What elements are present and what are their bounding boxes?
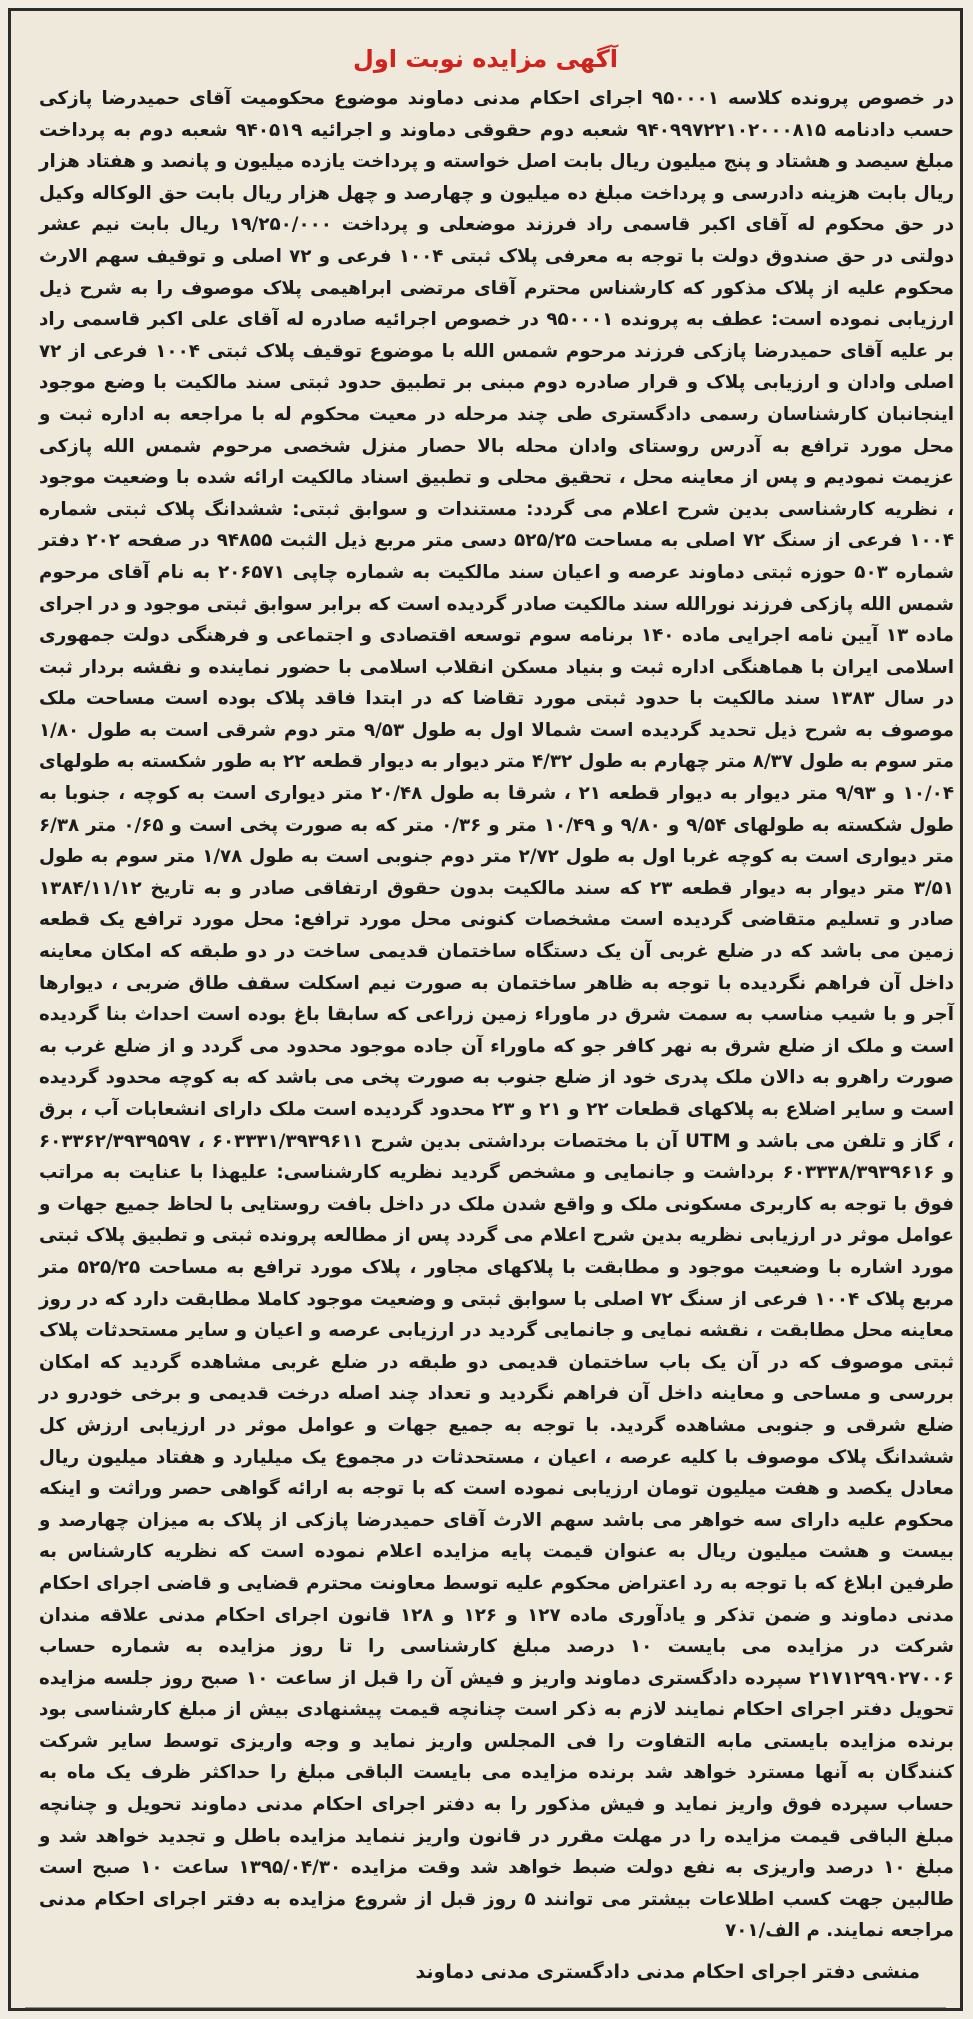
notice-frame xyxy=(8,8,963,2011)
notice-signature: منشی دفتر اجرای احکام مدنی دادگستری مدنی دماوند xyxy=(415,1961,920,1983)
notice-body: در خصوص پرونده کلاسه ۹۵۰۰۰۱ اجرای احکام مدنی دماوند موضوع محکومیت آقای حمیدرضا پازکی حسب دادنامه ۹۴۰۹۹۷۲۲۱۰۲۰۰۰۸۱۵ شعبه دوم حقوقی دماوند و اجرائیه ۹۴۰۵۱۹ شعبه دوم به پرداخت مبلغ سیصد و هشتاد و پنج میلیون ریال بابت اصل خواسته و پرداخت یازده میلیون و پانصد و هفتاد هزار ریال بابت هزینه دادرسی و پرداخت مبلغ ده میلیون و چهارصد و چهل هزار ریال بابت حق الوکاله وکیل در حق محکوم له آقای اکبر قاسمی راد فرزند موضعلی و پرداخت ۱۹/۲۵۰/۰۰۰ ریال بابت نیم عشر دولتی در حق صندوق دولت با توجه به معرفی پلاک ثبتی ۱۰۰۴ فرعی و ۷۲ اصلی و توقیف سهم الارث محکوم علیه از پلاک مذکور که کارشناس محترم آقای مرتضی ابراهیمی پلاک موصوف را به شرح ذیل ارزیابی نموده است: عطف به پرونده ۹۵۰۰۰۱ در خصوص اجرائیه صادره له آقای علی اکبر قاسمی راد بر علیه آقای حمیدرضا پازکی فرزند مرحوم شمس الله با موضوع توقیف پلاک ثبتی ۱۰۰۴ فرعی از ۷۲ اصلی وادان و ارزیابی پلاک و قرار صادره دوم مبنی بر تطبیق حدود ثبتی سند مالکیت با وضع موجود اینجانبان کارشناسان رسمی دادگستری طی چند مرحله در معیت محکوم له با مراجعه به اداره ثبت و محل مورد ترافع به آدرس روستای وادان محله بالا حصار منزل شخصی مرحوم شمس الله پازکی عزیمت نمودیم و پس از معاینه محل ، تحقیق محلی و تطبیق اسناد مالکیت ارائه شده با وضعیت موجود ، نظریه کارشناسی بدین شرح اعلام می گردد: مستندات و سوابق ثبتی: ششدانگ پلاک ثبتی شماره ۱۰۰۴ فرعی از سنگ ۷۲ اصلی به مساحت ۵۲۵/۲۵ دسی متر مربع ذیل الثبت ۹۴۸۵۵ در صفحه ۲۰۲ دفتر شماره ۵۰۳ حوزه ثبتی دماوند عرصه و اعیان سند مالکیت به شماره چاپی ۲۰۶۵۷۱ به نام آقای مرحوم شمس الله پازکی فرزند نورالله سند مالکیت صادر گردیده است که برابر سوابق ثبتی موجود و در اجرای ماده ۱۳ آیین نامه اجرایی ماده ۱۴۰ برنامه سوم توسعه اقتصادی و اجتماعی و فرهنگی دولت جمهوری اسلامی ایران با هماهنگی اداره ثبت و بنیاد مسکن انقلاب اسلامی با حضور نماینده و نقشه بردار ثبت در سال ۱۳۸۳ سند مالکیت با حدود ثبتی مورد تقاضا که در ابتدا فاقد پلاک بوده است مساحت ملک موصوف به شرح ذیل تحدید گردیده است شمالا اول به طول ۹/۵۳ متر دوم شرقی است به طول ۱/۸۰ متر سوم به طول ۸/۳۷ متر چهارم به طول ۴/۳۲ متر دیوار به دیوار قطعه ۲۲ به طور شکسته به طولهای ۱۰/۰۴ و ۹/۹۳ متر دیوار به دیوار قطعه ۲۱ ، شرقا به طول ۲۰/۴۸ متر دیواری است به کوچه ، جنوبا به طول شکسته به طولهای ۹/۵۴ و ۹/۸۰ و ۱۰/۴۹ متر و ۰/۳۶ متر که به صورت پخی است و ۰/۶۵ متر ۶/۳۸ متر دیواری است به کوچه غربا اول به طول ۲/۷۲ متر دوم جنوبی است به طول ۱/۷۸ متر سوم به طول ۳/۵۱ متر دیوار به دیوار قطعه ۲۳ که سند مالکیت بدون حقوق ارتفاقی صادر و به تاریخ ۱۳۸۴/۱۱/۱۲ صادر و تسلیم متقاضی گردیده است مشخصات کنونی محل مورد ترافع: محل مورد ترافع یک قطعه زمین می باشد که در ضلع غربی آن یک دستگاه ساختمان قدیمی ساخت در دو طبقه که امکان معاینه داخل آن فراهم نگردیده با توجه به ظاهر ساختمان به صورت نیم اسکلت سقف طاق ضربی ، دیوارها آجر و با شیب مناسب به سمت شرق در ماوراء زمین زراعی که سابقا باغ بوده است احداث بنا گردیده است و ملک از ضلع شرق به نهر کافر جو که ماوراء آن جاده موجود محدود می گردد و از ضلع غرب به صورت راهرو به دالان ملک پدری خود از ضلع جنوب به صورت پخی می باشد که به کوچه محدود گردیده است و سایر اضلاع به پلاکهای قطعات ۲۲ و ۲۱ و ۲۳ محدود گردیده است ملک دارای انشعابات آب ، برق ، گاز و تلفن می باشد و UTM آن با مختصات برداشتی بدین شرح ۶۰۳۳۳۱/۳۹۳۹۶۱۱ ، ۶۰۳۳۶۲/۳۹۳۹۵۹۷ و ۶۰۳۳۳۸/۳۹۳۹۶۱۶ برداشت و جانمایی و مشخص گردید نظریه کارشناسی: علیهذا با عنایت به مراتب فوق با توجه به کاربری مسکونی ملک و واقع شدن ملک در داخل بافت روستایی با لحاظ جمیع جهات و عوامل موثر در ارزیابی نظریه بدین شرح اعلام می گردد پس از مطالعه پرونده ثبتی و تطبیق پلاک ثبتی مورد اشاره با وضعیت موجود و مطابقت با پلاکهای مجاور ، پلاک مورد ترافع به مساحت ۵۲۵/۲۵ متر مربع پلاک ۱۰۰۴ فرعی از سنگ ۷۲ اصلی با سوابق ثبتی و وضعیت موجود کاملا مطابقت دارد که در روز معاینه محل مطابقت ، نقشه نمایی و جانمایی گردید در ارزیابی عرصه و اعیان و سایر مستحدثات پلاک ثبتی موصوف که در آن یک باب ساختمان قدیمی دو طبقه در ضلع غربی مشاهده گردید که امکان بررسی و مساحی و معاینه داخل آن فراهم نگردید و تعداد چند اصله درخت قدیمی و برخی خودرو در ضلع شرقی و جنوبی مشاهده گردید. با توجه به جمیع جهات و عوامل موثر در ارزیابی ارزش کل ششدانگ پلاک موصوف با کلیه عرصه ، اعیان ، مستحدثات در مجموع یک میلیارد و هفتاد میلیون ریال معادل یکصد و هفت میلیون تومان ارزیابی نموده است که با توجه به ارائه گواهی حصر وراثت و اینکه محکوم علیه دارای سه خواهر می باشد سهم الارث آقای حمیدرضا پازکی از پلاک به میزان چهارصد و بیست و هشت میلیون ریال به عنوان قیمت پایه مزایده اعلام نموده است که نظریه کارشناس به طرفین ابلاغ که با توجه به رد اعتراض محکوم علیه توسط معاونت محترم قضایی و قاضی اجرای احکام مدنی دماوند و ضمن تذکر و یادآوری ماده ۱۲۷ و ۱۲۶ و ۱۲۸ قانون اجرای احکام مدنی علاقه مندان شرکت در مزایده می بایست ۱۰ درصد مبلغ کارشناسی را تا روز مزایده به شماره حساب ۲۱۷۱۲۹۹۰۲۷۰۰۶ سپرده دادگستری دماوند واریز و فیش آن را قبل از ساعت ۱۰ صبح روز جلسه مزایده تحویل دفتر اجرای احکام نمایند لازم به ذکر است چنانچه قیمت پیشنهادی بیش از مبلغ کارشناسی بود برنده مزایده بایستی مابه التفاوت را فی المجلس واریز نماید و وجه واریزی توسط سایر شرکت کنندگان به آنها مسترد خواهد شد برنده مزایده می بایست الباقی مبلغ را حداکثر ظرف یک ماه به حساب سپرده فوق واریز نماید و فیش مذکور را به دفتر اجرای احکام مدنی دماوند تحویل و چنانچه مبلغ الباقی قیمت مزایده را در مهلت مقرر در قانون واریز ننماید مزایده باطل و تجدید خواهد شد و مبلغ ۱۰ درصد واریزی به نفع دولت ضبط خواهد شد وقت مزایده ۱۳۹۵/۰۴/۳۰ ساعت ۱۰ صبح است طالبین جهت کسب اطلاعات بیشتر می توانند ۵ روز قبل از شروع مزایده به دفتر اجرای احکام مدنی مراجعه نمایند. م الف/۷۰۱ xyxy=(39,88,955,1942)
notice-title: آگهی مزایده نوبت اول xyxy=(353,45,618,73)
bottom-divider xyxy=(25,2007,946,2019)
